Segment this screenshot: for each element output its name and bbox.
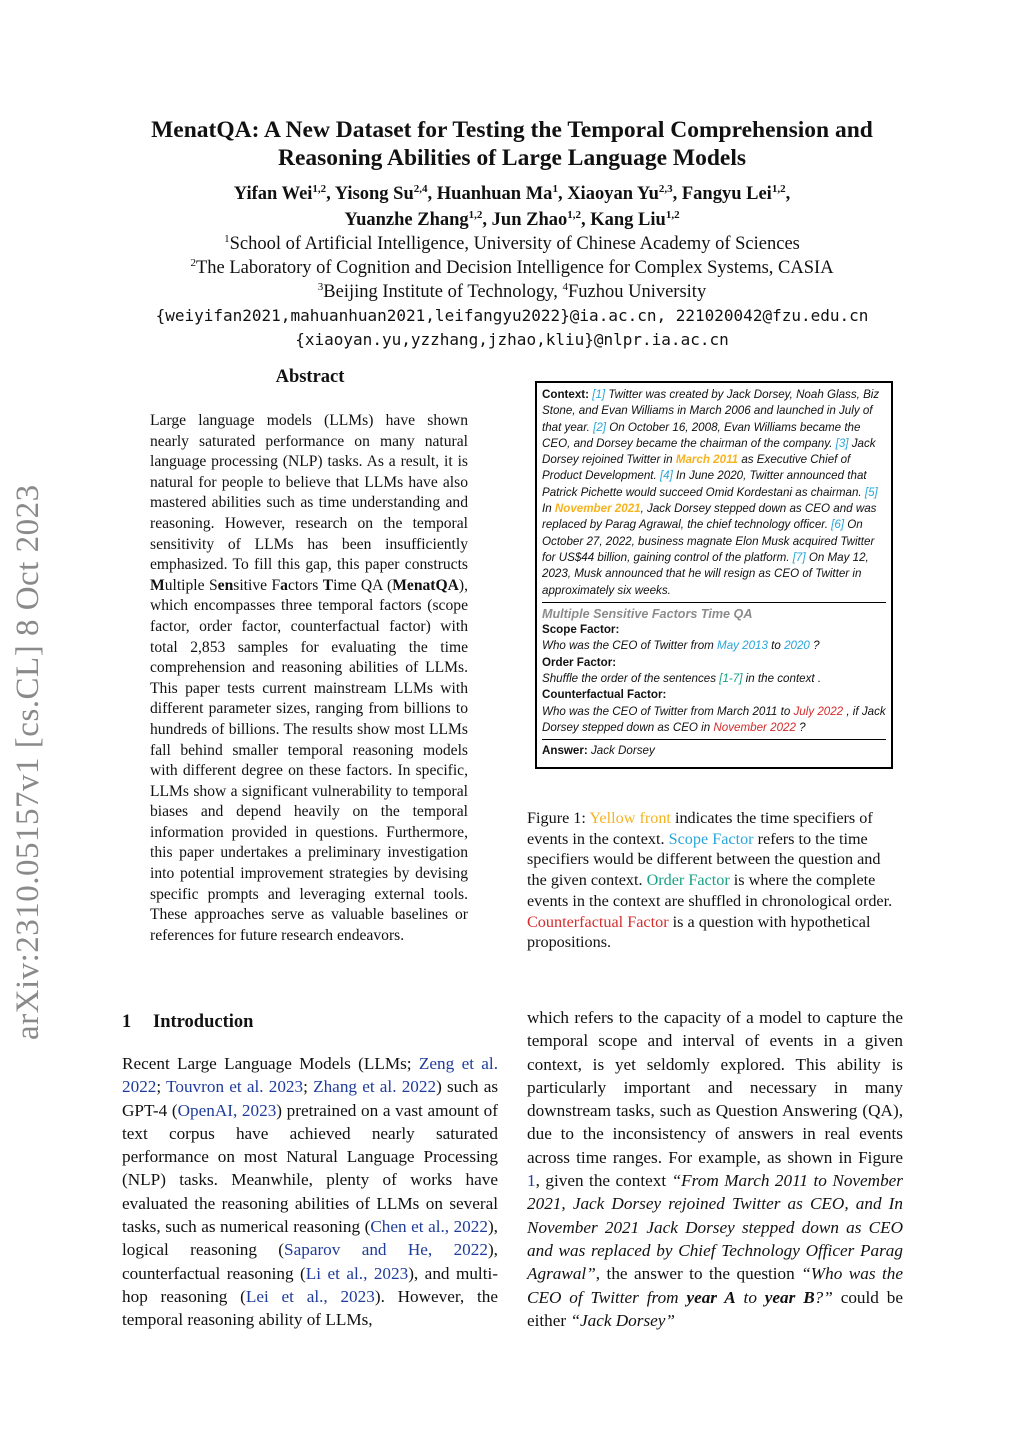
paper-title [60, 116, 964, 172]
citation-link[interactable]: Lei et al., 2023 [245, 1286, 375, 1306]
author-name: Jun Zhao [491, 210, 568, 230]
affiliations [60, 232, 964, 304]
citation-link[interactable]: Li et al., 2023 [305, 1263, 409, 1283]
affiliation-3: $^3$Beijing Institute of Technology, $^4$Fuzhou University [317, 280, 707, 302]
citation-link[interactable]: Touvron et al. 2023 [166, 1077, 304, 1097]
title-line-2: Reasoning Abilities of Large Language Models [277, 145, 747, 171]
menatqa-name: MenatQA [392, 576, 459, 594]
section-heading-introduction: 1 Introduction [122, 1012, 254, 1032]
figure-subtitle: Multiple Sensitive Factors Time QA [542, 606, 753, 621]
counterfactual-factor-question: Who was the CEO of Twitter from March 2011 to July 2022 , if Jack Dorsey stepped down as CEO in November 2022 ? [542, 704, 886, 734]
figure-1-box [535, 381, 893, 769]
citation-link[interactable]: Chen et al., 2022 [370, 1217, 488, 1237]
time-specifier: November 2021 [554, 502, 641, 516]
counterfactual-factor-label: Counterfactual Factor: [542, 688, 667, 702]
figure-context: Context: [1] Twitter was created by Jack Dorsey, Noah Glass, Biz Stone, and Evan Williams in March 2006 and launched in July of that year. [2] On October 16, 2008, Evan Williams became the CEO, and Dorsey became the chairman of the company. [3] Jack Dorsey rejoined Twitter in March 2011 as Executive Chief of Product Development. [4] In June 2020, Twitter announced that Patrick Pichette would succeed Omid Kordestani as chairman. [5] In November 2021, Jack Dorsey stepped down as CEO and was replaced by Parag Agrawal, the chief technology officer. [6] On October 27, 2022, business magnate Elon Musk acquired Twitter for US$44 billion, gaining control of the platform. [7] On May 12, 2023, Musk announced that he will resign as CEO of Twitter in approximately six weeks. [542, 388, 880, 597]
author-name: Kang Liu [590, 210, 666, 230]
title-line-1: MenatQA: A New Dataset for Testing the Temporal Comprehension and [151, 117, 873, 143]
right-column-paragraph: which refers to the capacity of a model to capture the temporal scope and interval of events in a given context, is yet seldomly explored. This ability is particularly important and necessary in many downstream tasks, such as Question Answering (QA), due to the inconsistency of answers in real events across time ranges. For example, as shown in Figure 1, given the context “From March 2011 to November 2021, Jack Dorsey rejoined Twitter as CEO, and In November 2021 Jack Dorsey stepped down as CEO and was replaced by Chief Technology Officer Parag Agrawal”, the answer to the question “Who was the CEO of Twitter from year A to year B?” could be either “Jack Dorsey” [527, 1008, 903, 1330]
author-name: Fangyu Lei [681, 184, 772, 204]
figure-answer: Answer: Jack Dorsey [542, 744, 655, 758]
author-name: Yuanzhe Zhang [344, 210, 469, 230]
affiliation-1: $^1$School of Artificial Intelligence, University of Chinese Academy of Sciences [224, 232, 800, 254]
figure-divider [542, 602, 886, 603]
scope-factor-label: Scope Factor: [542, 623, 620, 637]
time-specifier: March 2011 [675, 453, 739, 467]
figure-divider [542, 739, 886, 740]
scope-factor-question: Who was the CEO of Twitter from May 2013 to 2020 ? [542, 639, 820, 653]
figure-ref-link[interactable]: 1 [527, 1171, 536, 1191]
email-line-1: {weiyifan2021,mahuanhuan2021,leifangyu2022}@ia.ac.cn, 221020042@fzu.edu.cn [155, 306, 869, 325]
citation-link[interactable]: OpenAI, 2023 [177, 1100, 277, 1120]
affiliation-2: $^2$The Laboratory of Cognition and Decision Intelligence for Complex Systems, CASIA [190, 256, 834, 278]
citation-link[interactable]: Saparov and He, 2022 [284, 1240, 488, 1260]
author-name: Yifan Wei [233, 184, 313, 204]
author-list [60, 181, 964, 233]
author-emails [60, 304, 964, 352]
citation-link[interactable]: Zeng et al. 2022 [122, 1054, 498, 1097]
abstract-body: Large language models (LLMs) have shown nearly saturated performance on many natural language processing (NLP) tasks. As a result, it is natural for people to believe that LLMs have also mastered abilities such as time understanding and reasoning. However, research on the temporal sensitivity of LLMs has been insufficiently emphasized. To fill this gap, this paper constructs Multiple Sensitive Factors Time QA (MenatQA), which encompasses three temporal factors (scope factor, order factor, counterfactual factor) with total 2,853 samples for evaluating the time comprehension and reasoning abilities of LLMs. This paper tests current mainstream LLMs with different parameter sizes, ranging from billions to hundreds of billions. The results show most LLMs fall behind smaller temporal reasoning models with different degree on these factors. In specific, LLMs show a significant vulnerability to temporal biases and depend heavily on the temporal information provided in questions. Furthermore, this paper undertakes a preliminary investigation into potential improvement strategies by devising specific prompts and leveraging external tools. These approaches serve as valuable baselines or references for future research endeavors. [150, 412, 468, 944]
email-line-2: {xiaoyan.yu,yzzhang,jzhao,kliu}@nlpr.ia.ac.cn [295, 330, 729, 349]
author-name: Huanhuan Ma [436, 184, 553, 204]
abstract-heading: Abstract [275, 367, 345, 387]
figure-1-caption: Figure 1: Yellow front indicates the time specifiers of events in the context. Scope Factor refers to the time specifiers would be different between the question and the given context. Order Factor is where the complete events in the context are shuffled in chronological order. Counterfactual Factor is a question with hypothetical propositions. [527, 809, 893, 952]
author-line-1: Yifan Wei$^{1,2}$, Yisong Su$^{2,4}$, Huanhuan Ma$^1$, Xiaoyan Yu$^{2,3}$, Fangyu Lei$^{1,2}$, [233, 182, 791, 204]
introduction-paragraph: Recent Large Language Models (LLMs; Zeng et al. 2022; Touvron et al. 2023; Zhang et al. 2022) such as GPT-4 (OpenAI, 2023) pretrained on a vast amount of text corpus have achieved nearly saturated performance on most Natural Language Processing (NLP) tasks. Meanwhile, plenty of works have evaluated the reasoning abilities of LLMs on several tasks, such as numerical reasoning (Chen et al., 2022), logical reasoning (Saparov and He, 2022), counterfactual reasoning (Li et al., 2023), and multi-hop reasoning (Lei et al., 2023). However, the temporal reasoning ability of LLMs, [122, 1054, 499, 1330]
arxiv-stamp: arXiv:2310.05157v1 [cs.CL] 8 Oct 2023 [10, 484, 46, 1040]
author-line-2: Yuanzhe Zhang$^{1,2}$, Jun Zhao$^{1,2}$, Kang Liu$^{1,2}$ [344, 208, 680, 230]
author-name: Xiaoyan Yu [567, 184, 659, 204]
citation-link[interactable]: Zhang et al. 2022 [313, 1077, 437, 1097]
order-factor-label: Order Factor: [542, 655, 617, 669]
order-factor-question: Shuffle the order of the sentences [1-7] in the context . [542, 672, 822, 686]
author-name: Yisong Su [334, 184, 414, 204]
